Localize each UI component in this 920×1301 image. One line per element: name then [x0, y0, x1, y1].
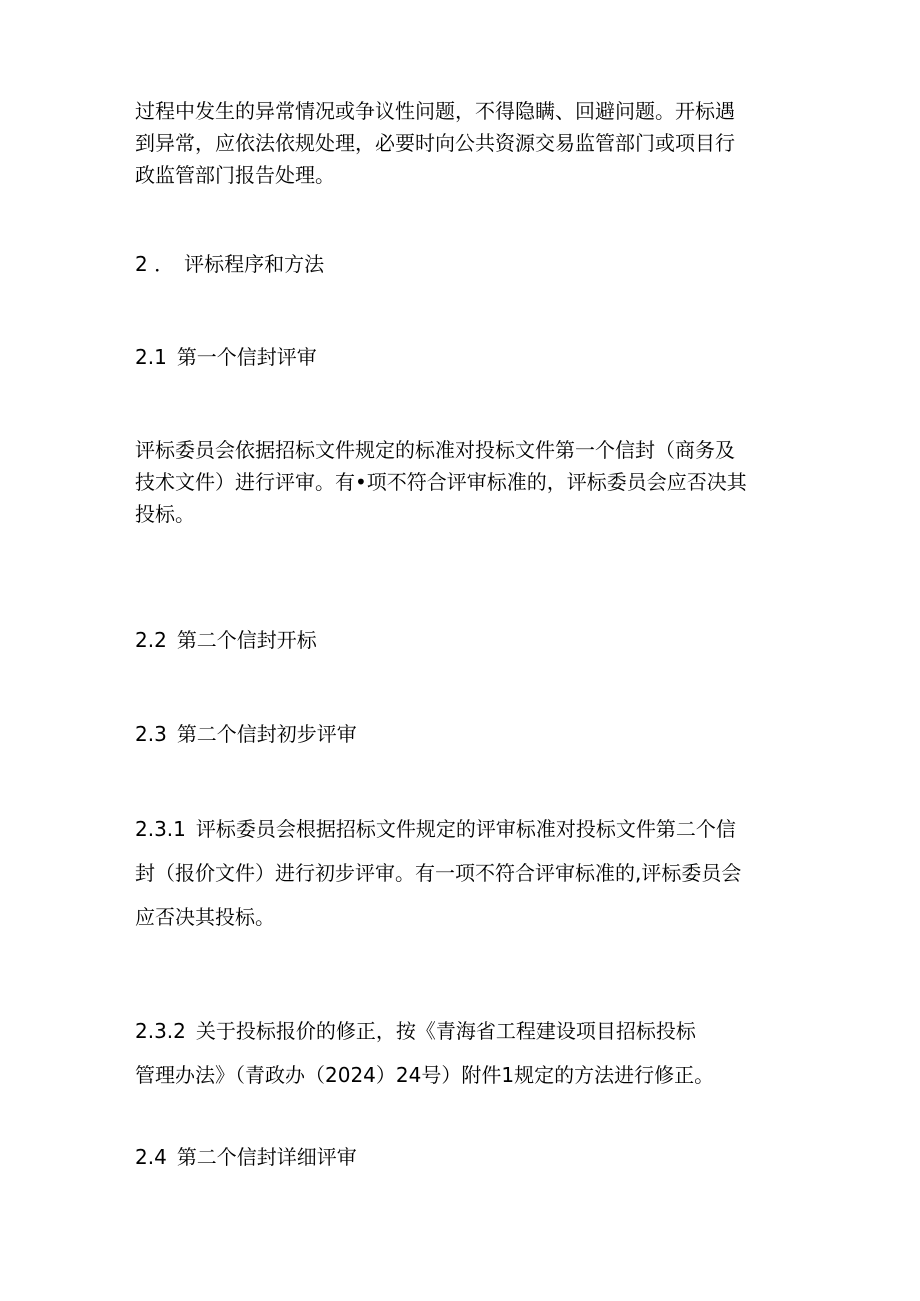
paragraph-first-envelope-review [135, 434, 795, 530]
paragraph-opening-anomalies [135, 95, 795, 191]
paragraph-line: 政监管部门报告处理。 [135, 163, 335, 187]
section-heading-2-1 [135, 341, 795, 373]
paragraph-line: 技术文件）进行评审。有•项不符合评审标准的，评标委员会应否决其 [135, 470, 747, 494]
paragraph-2-3-2 [135, 1015, 795, 1091]
paragraph-text: 评标委员会根据招标文件规定的评审标准对投标文件第二个信 [195, 817, 736, 841]
paragraph-2-3-1 [135, 813, 795, 933]
section-number: 2 ． [135, 252, 175, 276]
section-heading-2-4 [135, 1141, 795, 1173]
section-number: 2.2 [135, 628, 167, 652]
section-heading-2-3 [135, 718, 795, 750]
section-number: 2.4 [135, 1145, 167, 1169]
paragraph-line: 到异常，应依法依规处理，必要时向公共资源交易监管部门或项目行 [135, 131, 735, 155]
paragraph-line [135, 813, 795, 845]
section-heading-2-2 [135, 624, 795, 656]
section-title: 第二个信封初步评审 [176, 722, 357, 746]
paragraph-line: 投标。 [135, 502, 195, 526]
section-title: 第二个信封开标 [176, 628, 317, 652]
section-number: 2.3 [135, 722, 167, 746]
section-number: 2.3.1 [135, 817, 186, 841]
section-title: 第二个信封详细评审 [176, 1145, 357, 1169]
section-title: 第一个信封评审 [176, 345, 317, 369]
paragraph-line [135, 1015, 795, 1047]
paragraph-line: 过程中发生的异常情况或争议性问题，不得隐瞒、回避问题。开标遇 [135, 99, 735, 123]
paragraph-line: 评标委员会依据招标文件规定的标准对投标文件第一个信封（商务及 [135, 438, 735, 462]
section-title: 评标程序和方法 [184, 252, 325, 276]
section-heading-2 [135, 248, 795, 280]
paragraph-line: 封（报价文件）进行初步评审。有一项不符合评审标准的,评标委员会 [135, 861, 742, 885]
paragraph-line: 应否决其投标。 [135, 905, 275, 929]
paragraph-text: 关于投标报价的修正，按《青海省工程建设项目招标投标 [195, 1019, 696, 1043]
section-number: 2.1 [135, 345, 167, 369]
paragraph-line: 管理办法》（青政办（2024）24号）附件1规定的方法进行修正。 [135, 1063, 715, 1087]
section-number: 2.3.2 [135, 1019, 186, 1043]
